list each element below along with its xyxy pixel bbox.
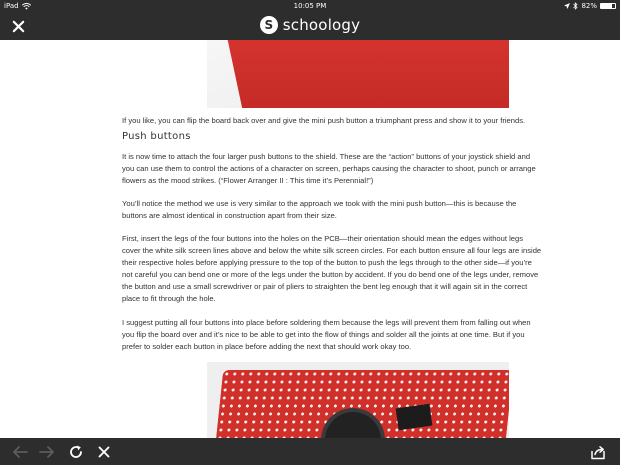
forward-arrow-icon <box>39 445 55 459</box>
reload-icon <box>68 444 84 460</box>
share-button[interactable] <box>588 442 608 462</box>
device-label: iPad <box>4 2 19 10</box>
paragraph-1 <box>122 151 614 187</box>
red-board-image <box>223 40 509 108</box>
paragraph-line: you flip the board over and it’s nice to be able to get into the flow of things and solder all the joints at one time. But if you <box>122 330 525 339</box>
paragraph-line: prefer to solder each button in place before adding the next that should work okay too. <box>122 342 412 351</box>
status-bar <box>0 0 620 12</box>
article-image-bottom <box>207 362 509 438</box>
paragraph-line: their respective holes before applying pressure to the top of the button to push the legs through to the other side—if you’re <box>122 258 532 267</box>
paragraph-line: you can use them to control the actions of a character on screen, perhaps causing the character to shoot, punch or arrange <box>122 164 536 173</box>
forward-button[interactable] <box>37 442 57 462</box>
brand-name: schoology <box>282 16 361 34</box>
status-time: 10:05 PM <box>293 2 327 10</box>
intro-paragraph: If you like, you can flip the board back over and give the mini push button a triumphant press and show it to your friends. <box>122 116 526 125</box>
brand <box>0 16 620 34</box>
section-heading: Push buttons <box>122 131 191 142</box>
schoology-logo-icon: S <box>260 16 278 34</box>
battery-percent: 82% <box>581 2 597 10</box>
top-nav-bar <box>0 12 620 40</box>
article-image-top <box>207 40 509 108</box>
paragraph-2 <box>122 198 614 222</box>
paragraph-line: First, insert the legs of the four buttons into the holes on the PCB—their orientation should mean the edges without legs <box>122 234 524 243</box>
reload-button[interactable] <box>66 442 86 462</box>
chip-image <box>396 404 433 431</box>
paragraph-line: cover the white silk screen lines above and below the white silk screen circles. For each button ensure all four legs are inside <box>122 246 542 255</box>
paragraph-line: the button and use a small screwdriver or pair of pliers to straighten the bent leg enough that it will again sit in the correct <box>122 282 528 291</box>
battery-icon <box>600 3 616 9</box>
paragraph-line: buttons are almost identical in construction apart from their size. <box>122 211 337 220</box>
paragraph-line: You’ll notice the method we use is very similar to the approach we took with the mini push button—this is because the <box>122 199 517 208</box>
paragraph-line: not careful you can bend one or more of the legs under the button by accident. If you do bend one of the legs under, remove <box>122 270 539 279</box>
close-icon <box>98 446 110 458</box>
bluetooth-icon <box>573 2 578 10</box>
article-content[interactable] <box>0 40 620 438</box>
paragraph-4 <box>122 317 614 353</box>
battery-fill <box>601 4 612 8</box>
back-button[interactable] <box>10 442 30 462</box>
location-arrow-icon <box>564 3 570 9</box>
paragraph-line: flowers as the mood strikes. (“Flower Arranger II : This time it’s Perennial!”) <box>122 176 374 185</box>
paragraph-line: I suggest putting all four buttons into place before soldering them because the legs will prevent them from falling out when <box>122 318 531 327</box>
paragraph-line: It is now time to attach the four larger push buttons to the shield. These are the “action” buttons of your joystick shield and <box>122 152 531 161</box>
share-icon <box>590 445 606 460</box>
paragraph-3 <box>122 233 614 305</box>
paragraph-line: place to fit through the hole. <box>122 294 216 303</box>
bottom-toolbar <box>0 438 620 465</box>
stop-button[interactable] <box>94 442 114 462</box>
status-right <box>564 2 616 10</box>
back-arrow-icon <box>12 445 28 459</box>
